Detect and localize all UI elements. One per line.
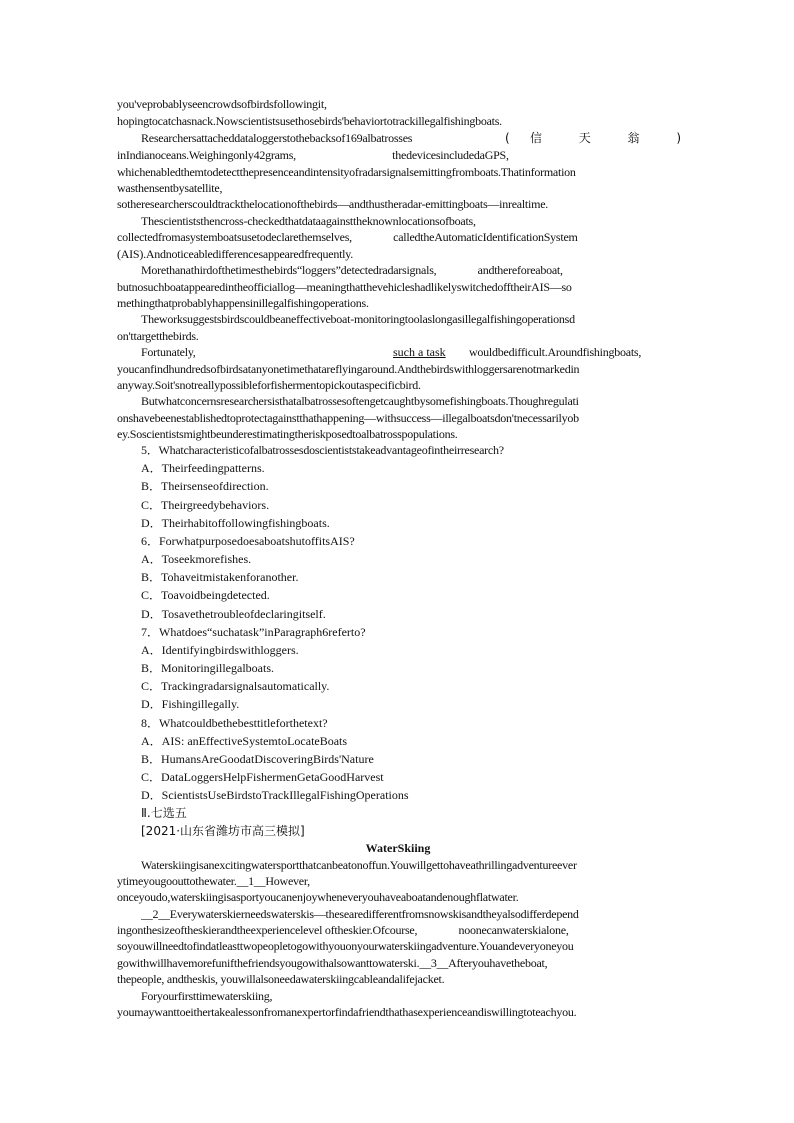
article-title: WaterSkiing	[365, 841, 431, 855]
passage-line: youmaywanttoeithertakealessonfromanexpertorfindafriendthathasexperienceandiswillingtoteachyou.	[117, 1005, 577, 1019]
answer-option: C．Trackingradarsignalsautomatically.	[141, 679, 330, 693]
passage-line: onceyoudo,waterskiingisasportyoucanenjoywheneveryouhaveaboatandenoughflatwater.	[117, 890, 519, 904]
passage-line: (AIS).Andnoticeabledifferencesappearedfrequently.	[117, 247, 353, 261]
passage-line: onshavebeenestablishedtoprotectagainstthathappening—withsuccess—illegalboatsdon'tnecessarilyob	[117, 411, 579, 425]
passage-line: Researchersattacheddataloggerstothebacksof169albatrosses	[141, 131, 413, 145]
passage-line: inIndianoceans.Weighingonly42grams, thedevicesincludedaGPS,	[117, 148, 509, 162]
answer-option: D．Tosavethetroubleofdeclaringitself.	[141, 607, 326, 621]
passage-line: soyouwillneedtofindatleasttwopeopletogowithyouonyourwaterskiingadventure.Youandeveryoneyou	[117, 939, 574, 953]
answer-option: D．Fishingillegally.	[141, 697, 240, 711]
passage-line: ingonthesizeoftheskierandtheexperiencelevel oftheskier.Ofcourse, noonecanwaterskialone,	[117, 923, 569, 937]
question-stem: 8．Whatcouldbethebesttitleforthetext?	[141, 716, 328, 730]
passage-line: wasthensentbysatellite,	[117, 181, 223, 195]
passage-line: ey.Soscientistsmightbeunderestimatingtheriskposedtoalbatrosspopulations.	[117, 427, 458, 441]
passage-line: __2__Everywaterskierneedswaterskis—thesearedifferentfromsnowskisandtheyalsodifferdepend	[141, 907, 579, 921]
passage-line: Fortunately,	[141, 345, 196, 359]
answer-option: B．Theirsenseofdirection.	[141, 479, 269, 493]
passage-line: Waterskiingisanexcitingwatersportthatcanbeatonoffun.Youwillgettohaveathrillingadventureever	[141, 858, 577, 872]
answer-option: A．Identifyingbirdswithloggers.	[141, 643, 299, 657]
passage-line: on'ttargetthebirds.	[117, 329, 199, 343]
answer-option: B．Monitoringillegalboats.	[141, 661, 274, 675]
passage-line: thepeople, andtheskis, youwillalsoneedawaterskiingcableandalifejacket.	[117, 972, 445, 986]
passage-line: butnosuchboatappearedintheofficiallog—meaningthatthevehicleshadlikelyswitchedofftheirAIS—so	[117, 280, 572, 294]
passage-line: anyway.Soit'snotreallypossibleforfishermentopickoutaspecificbird.	[117, 378, 421, 392]
passage-line: Morethanathirdofthetimesthebirds“loggers”detectedradarsignals, andthereforeaboat,	[141, 263, 563, 277]
answer-option: C．Theirgreedybehaviors.	[141, 498, 270, 512]
answer-option: B．Tohaveitmistakenforanother.	[141, 570, 299, 584]
source-note: [2021·山东省潍坊市高三模拟]	[141, 824, 305, 838]
passage-line: you'veprobablyseencrowdsofbirdsfollowingit,	[117, 97, 327, 111]
answer-option: C．Toavoidbeingdetected.	[141, 588, 270, 602]
underlined-phrase: such a task	[393, 345, 446, 359]
passage-line: methingthatprobablyhappensinillegalfishingoperations.	[117, 296, 369, 310]
passage-line: Thescientiststhencross-checkedthatdataagainsttheknownlocationsofboats,	[141, 214, 476, 228]
chinese-gloss: ( 信 天 翁 )	[505, 131, 681, 145]
passage-line: Theworksuggestsbirdscouldbeaneffectiveboat-monitoringtoolaslongasillegalfishingoperationsd	[141, 312, 575, 326]
question-stem: 6．ForwhatpurposedoesaboatshutoffitsAIS?	[141, 534, 355, 548]
passage-line: gowithwillhavemorefunifthefriendsyougowithalsowanttowaterski.__3__Afteryouhavetheboat,	[117, 956, 548, 970]
passage-line: ytimeyougoouttothewater.__1__However,	[117, 874, 310, 888]
answer-option: A．Toseekmorefishes.	[141, 552, 252, 566]
passage-line: collectedfromasystemboatsusetodeclarethemselves, calledtheAutomaticIdentificationSystem	[117, 230, 578, 244]
passage-line: Butwhatconcernsresearchersisthatalbatrossesoftengetcaughtbysomefishingboats.Thoughregulati	[141, 394, 579, 408]
question-stem: 5．Whatcharacteristicofalbatrossesdoscientiststakeadvantageofintheirresearch?	[141, 443, 504, 457]
answer-option: A．Theirfeedingpatterns.	[141, 461, 265, 475]
passage-line: whichenabledthemtodetectthepresenceandintensityofradarsignalsemittingfromboats.Thatinformation	[117, 165, 576, 179]
passage-line: hopingtocatchasnack.Nowscientistsusethosebirds'behaviortotrackillegalfishingboats.	[117, 114, 502, 128]
answer-option: D．Theirhabitoffollowingfishingboats.	[141, 516, 330, 530]
answer-option: D．ScientistsUseBirdstoTrackIllegalFishingOperations	[141, 788, 409, 802]
question-stem: 7．Whatdoes“suchatask”inParagraph6referto?	[141, 625, 366, 639]
answer-option: A．AIS: anEffectiveSystemtoLocateBoats	[141, 734, 348, 748]
section-heading: Ⅱ.七选五	[141, 806, 187, 820]
passage-line: Foryourfirsttimewaterskiing,	[141, 989, 273, 1003]
passage-line: wouldbedifficult.Aroundfishingboats,	[469, 345, 642, 359]
answer-option: B．HumansAreGoodatDiscoveringBirds'Nature	[141, 752, 374, 766]
passage-line: youcanfindhundredsofbirdsatanyonetimethatareflyingaround.Andthebirdswithloggersarenotmarkedin	[117, 362, 580, 376]
answer-option: C．DataLoggersHelpFishermenGetaGoodHarvest	[141, 770, 384, 784]
passage-line: sotheresearcherscouldtrackthelocationofthebirds—andthustheradar-emittingboats—inrealtime.	[117, 197, 549, 211]
